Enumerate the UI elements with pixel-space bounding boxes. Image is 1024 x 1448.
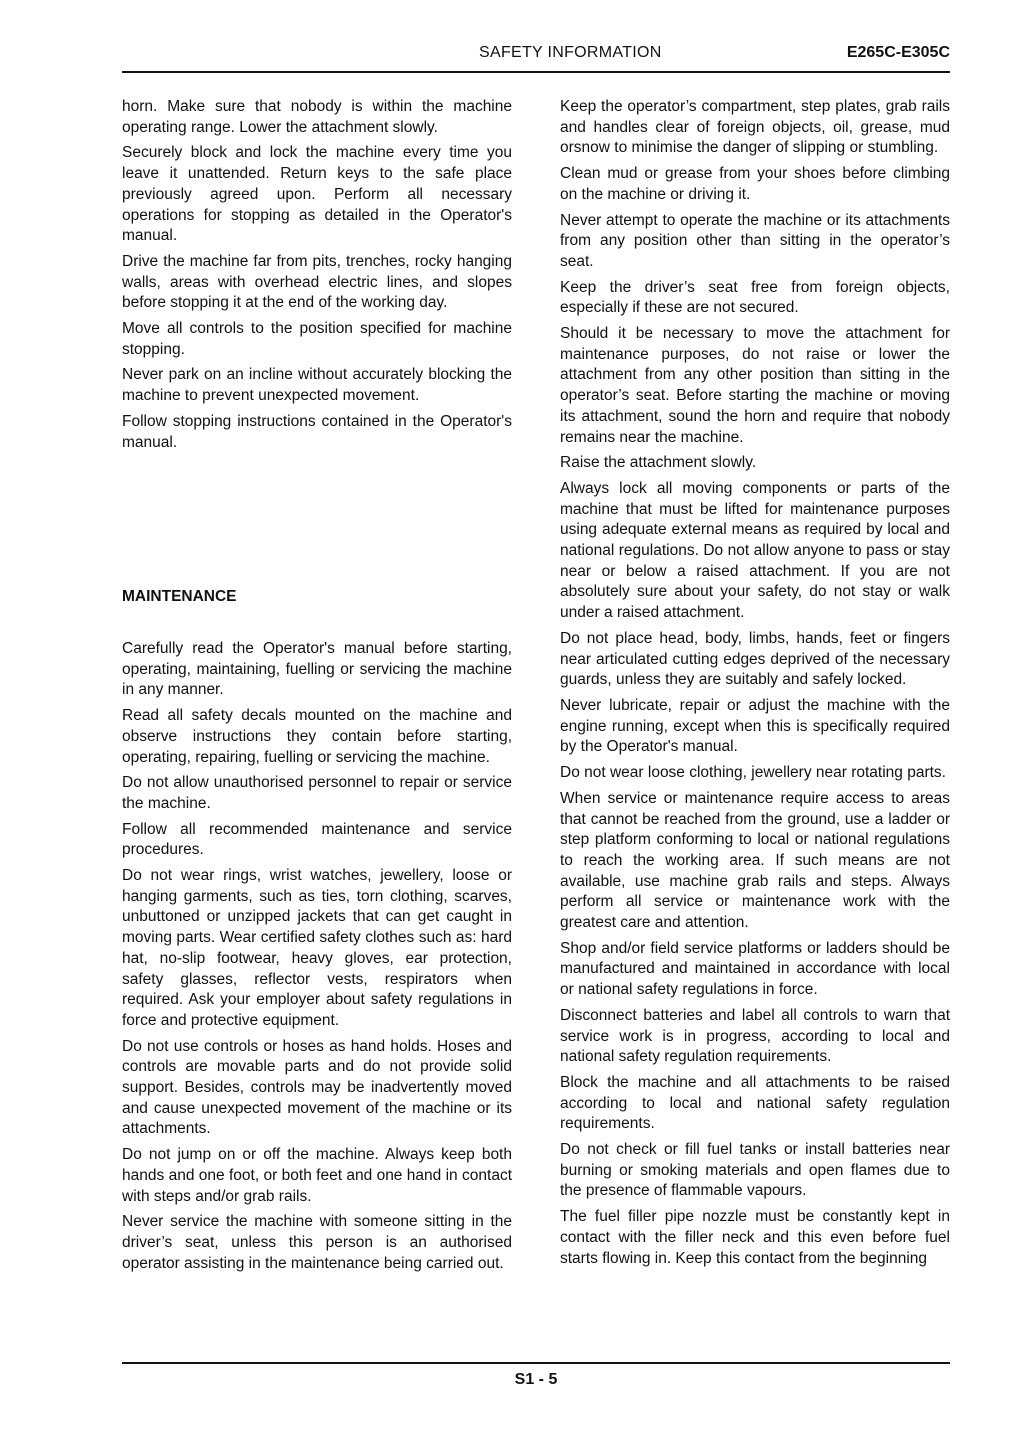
footer-rule — [122, 1362, 950, 1364]
paragraph: Never park on an incline without accurately blocking the machine to prevent unexpected movement. — [122, 366, 512, 405]
paragraph: Shop and/or field service platforms or ladders should be manufactured and maintained in accordance with local or national safety regulations in force. — [560, 939, 950, 999]
model-number: E265C-E305C — [846, 44, 950, 61]
paragraph: Read all safety decals mounted on the machine and observe instructions they contain before starting, operating, repairing, fuelling or servicing the machine. — [122, 707, 512, 766]
paragraph: Move all controls to the position specified for machine stopping. — [122, 320, 512, 358]
paragraph: When service or maintenance require access to areas that cannot be reached from the ground, use a ladder or step platform conforming to local or national regulations to reach the working area. If such means are not available, use machine grab rails and steps. Always perform all service or maintenance work with the greatest care and attention. — [560, 789, 950, 932]
paragraph: Do not place head, body, limbs, hands, feet or fingers near articulated cutting edges deprived of the necessary guards, unless they are suitably and safely locked. — [560, 629, 950, 689]
paragraph: Keep the operator’s compartment, step plates, grab rails and handles clear of foreign objects, oil, grease, mud orsnow to minimise the danger of slipping or stumbling. — [560, 98, 950, 157]
maintenance-heading: MAINTENANCE — [122, 588, 237, 605]
paragraph: Never attempt to operate the machine or its attachments from any position other than sitting in the operator’s seat. — [560, 211, 950, 270]
paragraph: Follow all recommended maintenance and service procedures. — [122, 820, 512, 859]
paragraph: Raise the attachment slowly. — [560, 454, 757, 472]
section-title: SAFETY INFORMATION — [479, 44, 662, 61]
paragraph: Never lubricate, repair or adjust the machine with the engine running, except when this is specifically required by the Operator's manual. — [560, 696, 950, 756]
paragraph: Should it be necessary to move the attachment for maintenance purposes, do not raise or lower the attachment from any other position than sitting in the operator’s seat. Before starting the machine or moving its attachment, sound the horn and require that nobody remains near the machine. — [560, 325, 950, 446]
page-number: S1 - 5 — [514, 1371, 558, 1388]
paragraph: Do not wear loose clothing, jewellery near rotating parts. — [560, 764, 946, 782]
paragraph: Always lock all moving components or parts of the machine that must be lifted for maintenance purposes using adequate external means as required by local and national regulations. Do not allow anyone to pass or stay near or below a raised attachment. If you are not absolutely sure about your safety, do not stay or walk under a raised attachment. — [560, 479, 950, 622]
paragraph: Do not check or fill fuel tanks or install batteries near burning or smoking materials and open flames due to the presence of flammable vapours. — [560, 1141, 950, 1200]
paragraph: Never service the machine with someone sitting in the driver’s seat, unless this person is an authorised operator assisting in the maintenance being carried out. — [122, 1213, 512, 1272]
paragraph: horn. Make sure that nobody is within the machine operating range. Lower the attachment slowly. — [122, 98, 512, 136]
page-header — [122, 42, 950, 66]
paragraph: Keep the driver’s seat free from foreign objects, especially if these are not secured. — [560, 278, 950, 317]
paragraph: Carefully read the Operator's manual before starting, operating, maintaining, fuelling or servicing the machine in any manner. — [122, 640, 512, 699]
right-column — [560, 97, 950, 1274]
paragraph: Do not allow unauthorised personnel to repair or service the machine. — [122, 774, 512, 812]
paragraph: Do not jump on or off the machine. Always keep both hands and one foot, or both feet and one hand in contact with steps and/or grab rails. — [122, 1146, 512, 1205]
paragraph: Clean mud or grease from your shoes before climbing on the machine or driving it. — [560, 165, 950, 203]
left-column-top — [122, 97, 512, 458]
paragraph: Follow stopping instructions contained in the Operator's manual. — [122, 412, 512, 451]
paragraph: Drive the machine far from pits, trenches, rocky hanging walls, areas with overhead electric lines, and slopes before stopping it at the end of the working day. — [122, 252, 512, 312]
paragraph: Block the machine and all attachments to be raised according to local and national safety regulation requirements. — [560, 1073, 950, 1133]
paragraph: Disconnect batteries and label all controls to warn that service work is in progress, according to local and national safety regulation requirements. — [560, 1006, 950, 1066]
paragraph: Do not use controls or hoses as hand holds. Hoses and controls are movable parts and do not provide solid support. Besides, controls may be inadvertently moved and cause unexpected movement of the machine or its attachments. — [122, 1037, 512, 1138]
paragraph: Securely block and lock the machine every time you leave it unattended. Return keys to the safe place previously agreed upon. Perform all necessary operations for stopping as detailed in the Operator's manual. — [122, 144, 512, 245]
header-rule — [122, 71, 950, 73]
paragraph: The fuel filler pipe nozzle must be constantly kept in contact with the filler neck and this even before fuel starts flowing in. Keep this contact from the beginning — [560, 1208, 950, 1267]
left-column-bottom — [122, 639, 512, 1279]
paragraph: Do not wear rings, wrist watches, jewellery, loose or hanging garments, such as ties, torn clothing, scarves, unbuttoned or unzipped jackets that can get caught in moving parts. Wear certified safety clothes such as: hard hat, no-slip footwear, heavy gloves, ear protection, safety glasses, reflector vests, respirators when required. Ask your employer about safety regulations in force and protective equipment. — [122, 867, 512, 1029]
